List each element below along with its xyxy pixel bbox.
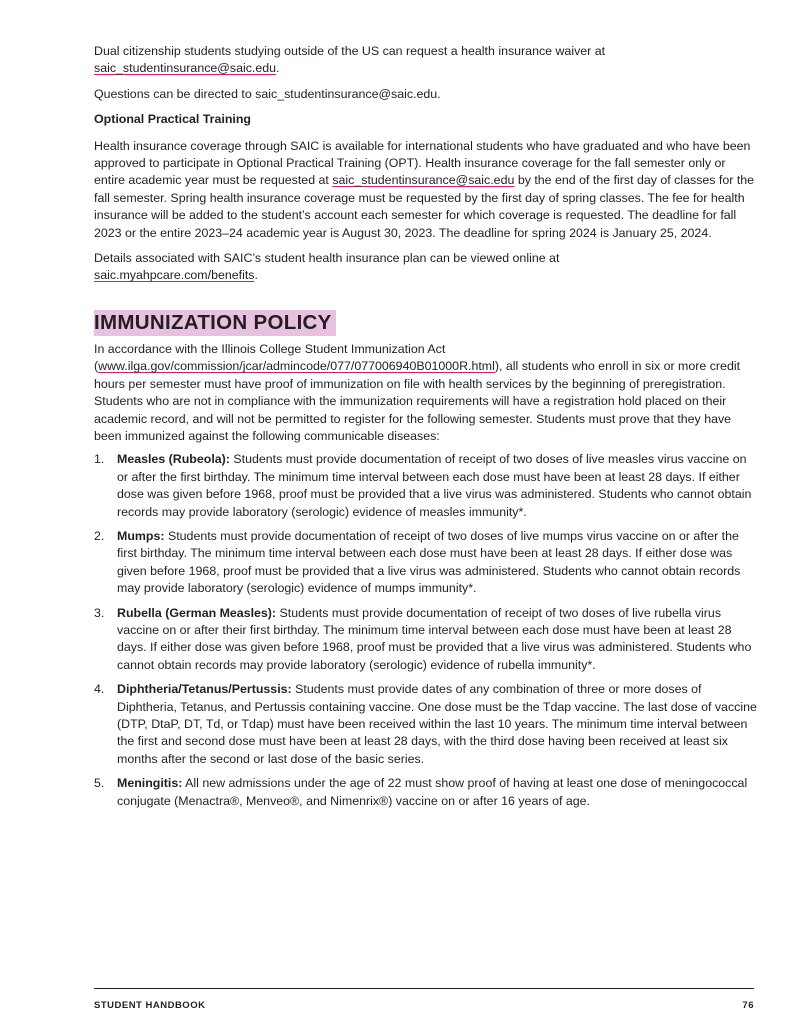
- disease-list: [94, 451, 758, 810]
- ilga-link[interactable]: www.ilga.gov/commission/jcar/admincode/077/077006940B01000R.html: [98, 359, 495, 374]
- footer-title: STUDENT HANDBOOK: [94, 1000, 206, 1011]
- page-content: [94, 43, 758, 817]
- item-text: Students must provide documentation of receipt of two doses of live measles virus vaccine on or after the first birthday. The minimum time interval between each dose must have been at least 28 days. If either dose was given before 1968, proof must be provided that a live virus was administered. Students who cannot obtain records may provide laboratory (serologic) evidence of measles immunity*.: [117, 452, 752, 519]
- item-number: 4.: [94, 682, 105, 697]
- item-text: Students must provide dates of any combination of three or more doses of Diphtheria, Tetanus, and Pertussis containing vaccine. One dose must be the Tdap vaccine. The last dose of vaccine (DTP, DtaP, DT, Td, or Tdap) must have been received within the last 10 years. The minimum time interval between the first and second dose must have been at least 28 days, with the third dose having been received at least six months after the second or last dose of the basic series.: [117, 682, 757, 766]
- intro-text-before: In accordance with the Illinois College Student Immunization Act (: [94, 341, 446, 374]
- item-number: 1.: [94, 452, 105, 467]
- item-text: Students must provide documentation of receipt of two doses of live rubella virus vaccine on or after their first birthday. The minimum time interval between each dose must have been at least 28 days. If either dose was given before 1968, proof must be provided that a live virus was administered. Students who cannot obtain records may provide laboratory (serologic) evidence of rubella immunity*.: [117, 605, 752, 672]
- item-text: All new admissions under the age of 22 must show proof of having at least one dose of meningococcal conjugate (Menactra®, Menveo®, and Nimenrix®) vaccine on or after 16 years of age.: [117, 776, 748, 808]
- opt-email-link[interactable]: saic_studentinsurance@saic.edu: [332, 173, 515, 188]
- item-title: Mumps:: [117, 528, 165, 543]
- list-item: [94, 775, 758, 810]
- list-item: [94, 605, 758, 675]
- item-title: Rubella (German Measles):: [117, 605, 277, 620]
- waiver-paragraph: [94, 43, 758, 78]
- list-item: [94, 681, 758, 768]
- intro-text-after: ), all students who enroll in six or more credit hours per semester must have proof of immunization on file with health services by the beginning of preregistration. Students who are not in compliance with the immunization requirements will have a registration hold placed on their academic record, and will not be permitted to register for the following semester. Students must prove that they have been immunized against the following communicable diseases:: [94, 359, 741, 443]
- list-item: [94, 451, 758, 521]
- opt-paragraph: [94, 138, 758, 242]
- waiver-text: Dual citizenship students studying outside of the US can request a health insurance waiver at: [94, 44, 606, 58]
- item-text: Students must provide documentation of receipt of two doses of live mumps virus vaccine on or after the first birthday. The minimum time interval between each dose must have been at least 28 days. If either dose was given before 1968, proof must be provided that a live virus was administered. Students who cannot obtain records may provide laboratory (serologic) evidence of mumps immunity*.: [117, 528, 741, 596]
- item-number: 3.: [94, 605, 105, 620]
- immunization-heading: IMMUNIZATION POLICY: [94, 310, 336, 336]
- details-text: Details associated with SAIC’s student health insurance plan can be viewed online at: [94, 251, 560, 266]
- item-number: 5.: [94, 776, 105, 791]
- opt-heading: Optional Practical Training: [94, 112, 251, 127]
- questions-paragraph: Questions can be directed to saic_studentinsurance@saic.edu.: [94, 86, 441, 101]
- page-number: 76: [742, 1000, 754, 1011]
- waiver-end: .: [276, 61, 280, 76]
- opt-text-after: by the end of the first day of classes for the fall semester. Spring health insurance coverage must be requested by the first day of spring classes. The fee for health insurance will be added to the student’s account each semester for which coverage is requested. The deadline for fall 2023 or the entire 2023–24 academic year is August 30, 2023. The deadline for spring 2024 is January 25, 2024.: [94, 173, 755, 240]
- details-paragraph: [94, 250, 758, 285]
- item-number: 2.: [94, 528, 105, 543]
- opt-text-before: Health insurance coverage through SAIC is available for international students who have graduated and who have been approved to participate in Optional Practical Training (OPT). Health insurance coverage for the fall semester only or entire academic year must be requested at: [94, 138, 751, 188]
- page-footer: [94, 988, 754, 1014]
- list-item: [94, 528, 758, 598]
- waiver-email-link[interactable]: saic_studentinsurance@saic.edu: [94, 61, 277, 76]
- item-title: Diphtheria/Tetanus/Pertussis:: [117, 682, 292, 697]
- item-title: Measles (Rubeola):: [117, 452, 230, 467]
- details-end: .: [254, 268, 258, 283]
- item-title: Meningitis:: [117, 776, 183, 791]
- details-link[interactable]: saic.myahpcare.com/benefits: [94, 268, 255, 283]
- immunization-intro: [94, 341, 758, 445]
